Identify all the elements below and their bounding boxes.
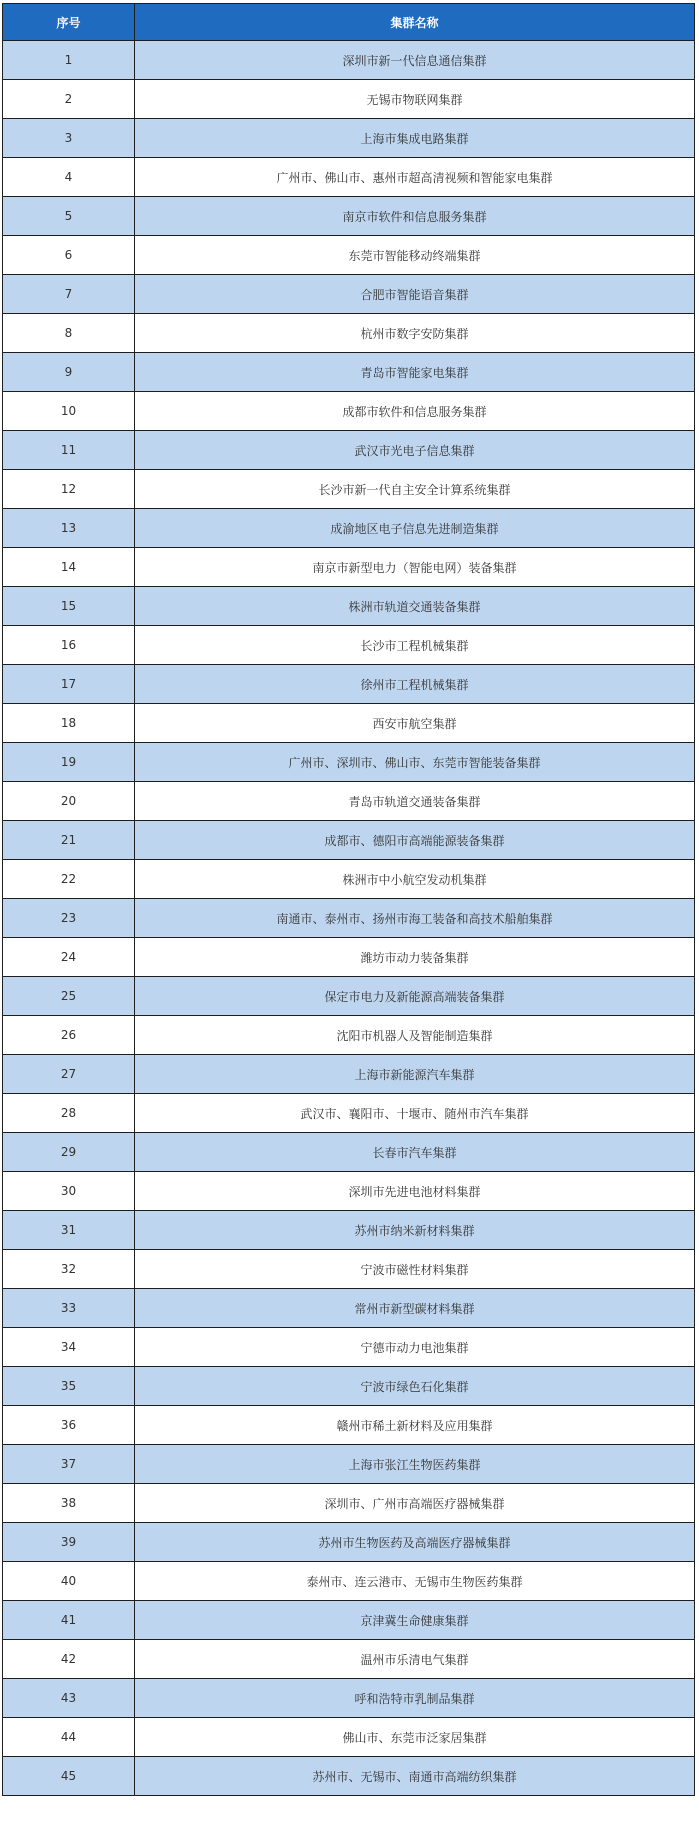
row-cluster-name: 成渝地区电子信息先进制造集群 xyxy=(135,509,695,548)
table-row xyxy=(3,1640,695,1679)
row-cluster-name: 赣州市稀土新材料及应用集群 xyxy=(135,1406,695,1445)
table-row xyxy=(3,1523,695,1562)
row-index: 39 xyxy=(3,1523,135,1562)
row-index: 4 xyxy=(3,158,135,197)
row-index: 19 xyxy=(3,743,135,782)
row-cluster-name: 潍坊市动力装备集群 xyxy=(135,938,695,977)
row-cluster-name: 武汉市、襄阳市、十堰市、随州市汽车集群 xyxy=(135,1094,695,1133)
row-index: 27 xyxy=(3,1055,135,1094)
row-index: 9 xyxy=(3,353,135,392)
table-row xyxy=(3,353,695,392)
table-row xyxy=(3,782,695,821)
row-cluster-name: 武汉市光电子信息集群 xyxy=(135,431,695,470)
table-row xyxy=(3,392,695,431)
table-row xyxy=(3,1601,695,1640)
row-cluster-name: 徐州市工程机械集群 xyxy=(135,665,695,704)
row-cluster-name: 长沙市工程机械集群 xyxy=(135,626,695,665)
row-cluster-name: 保定市电力及新能源高端装备集群 xyxy=(135,977,695,1016)
table-row xyxy=(3,275,695,314)
row-index: 30 xyxy=(3,1172,135,1211)
row-index: 20 xyxy=(3,782,135,821)
row-index: 44 xyxy=(3,1718,135,1757)
row-index: 43 xyxy=(3,1679,135,1718)
table-row xyxy=(3,665,695,704)
row-index: 22 xyxy=(3,860,135,899)
table-row xyxy=(3,470,695,509)
row-cluster-name: 深圳市新一代信息通信集群 xyxy=(135,41,695,80)
header-cluster-name: 集群名称 xyxy=(135,4,695,41)
table-row xyxy=(3,314,695,353)
table-row xyxy=(3,938,695,977)
table-row xyxy=(3,1718,695,1757)
row-index: 5 xyxy=(3,197,135,236)
table-row xyxy=(3,1055,695,1094)
row-index: 11 xyxy=(3,431,135,470)
row-cluster-name: 宁波市磁性材料集群 xyxy=(135,1250,695,1289)
table-row xyxy=(3,197,695,236)
row-index: 29 xyxy=(3,1133,135,1172)
table-body xyxy=(3,41,695,1796)
table-row xyxy=(3,626,695,665)
table-row xyxy=(3,587,695,626)
cluster-table xyxy=(2,3,695,1796)
row-index: 34 xyxy=(3,1328,135,1367)
header-row xyxy=(3,4,695,41)
row-cluster-name: 上海市新能源汽车集群 xyxy=(135,1055,695,1094)
table-row xyxy=(3,1094,695,1133)
cluster-table-container xyxy=(2,3,694,1796)
table-row xyxy=(3,899,695,938)
row-cluster-name: 温州市乐清电气集群 xyxy=(135,1640,695,1679)
row-index: 28 xyxy=(3,1094,135,1133)
table-row xyxy=(3,41,695,80)
row-index: 13 xyxy=(3,509,135,548)
table-header xyxy=(3,4,695,41)
row-index: 12 xyxy=(3,470,135,509)
row-index: 31 xyxy=(3,1211,135,1250)
row-index: 24 xyxy=(3,938,135,977)
table-row xyxy=(3,1250,695,1289)
row-cluster-name: 南京市软件和信息服务集群 xyxy=(135,197,695,236)
row-index: 6 xyxy=(3,236,135,275)
row-index: 21 xyxy=(3,821,135,860)
table-row xyxy=(3,1679,695,1718)
row-index: 40 xyxy=(3,1562,135,1601)
row-cluster-name: 京津冀生命健康集群 xyxy=(135,1601,695,1640)
table-row xyxy=(3,704,695,743)
table-row xyxy=(3,509,695,548)
row-index: 23 xyxy=(3,899,135,938)
row-cluster-name: 佛山市、东莞市泛家居集群 xyxy=(135,1718,695,1757)
row-index: 14 xyxy=(3,548,135,587)
table-row xyxy=(3,1133,695,1172)
row-index: 37 xyxy=(3,1445,135,1484)
row-cluster-name: 苏州市纳米新材料集群 xyxy=(135,1211,695,1250)
row-cluster-name: 西安市航空集群 xyxy=(135,704,695,743)
table-row xyxy=(3,1445,695,1484)
table-row xyxy=(3,1406,695,1445)
row-cluster-name: 长沙市新一代自主安全计算系统集群 xyxy=(135,470,695,509)
table-row xyxy=(3,1562,695,1601)
row-index: 32 xyxy=(3,1250,135,1289)
table-row xyxy=(3,548,695,587)
row-cluster-name: 合肥市智能语音集群 xyxy=(135,275,695,314)
row-cluster-name: 青岛市轨道交通装备集群 xyxy=(135,782,695,821)
row-cluster-name: 深圳市先进电池材料集群 xyxy=(135,1172,695,1211)
row-cluster-name: 泰州市、连云港市、无锡市生物医药集群 xyxy=(135,1562,695,1601)
row-index: 2 xyxy=(3,80,135,119)
row-index: 10 xyxy=(3,392,135,431)
row-index: 18 xyxy=(3,704,135,743)
table-row xyxy=(3,80,695,119)
table-row xyxy=(3,821,695,860)
row-index: 26 xyxy=(3,1016,135,1055)
table-row xyxy=(3,431,695,470)
row-cluster-name: 成都市软件和信息服务集群 xyxy=(135,392,695,431)
row-index: 1 xyxy=(3,41,135,80)
table-row xyxy=(3,977,695,1016)
row-index: 8 xyxy=(3,314,135,353)
header-index: 序号 xyxy=(3,4,135,41)
row-index: 7 xyxy=(3,275,135,314)
row-index: 38 xyxy=(3,1484,135,1523)
row-cluster-name: 沈阳市机器人及智能制造集群 xyxy=(135,1016,695,1055)
row-cluster-name: 株洲市中小航空发动机集群 xyxy=(135,860,695,899)
row-cluster-name: 深圳市、广州市高端医疗器械集群 xyxy=(135,1484,695,1523)
row-cluster-name: 株洲市轨道交通装备集群 xyxy=(135,587,695,626)
row-index: 36 xyxy=(3,1406,135,1445)
table-row xyxy=(3,860,695,899)
row-cluster-name: 上海市集成电路集群 xyxy=(135,119,695,158)
row-cluster-name: 东莞市智能移动终端集群 xyxy=(135,236,695,275)
row-cluster-name: 杭州市数字安防集群 xyxy=(135,314,695,353)
row-cluster-name: 南京市新型电力（智能电网）装备集群 xyxy=(135,548,695,587)
row-index: 42 xyxy=(3,1640,135,1679)
table-row xyxy=(3,158,695,197)
row-cluster-name: 青岛市智能家电集群 xyxy=(135,353,695,392)
table-row xyxy=(3,1172,695,1211)
table-row xyxy=(3,1328,695,1367)
row-cluster-name: 长春市汽车集群 xyxy=(135,1133,695,1172)
row-cluster-name: 苏州市、无锡市、南通市高端纺织集群 xyxy=(135,1757,695,1796)
row-cluster-name: 常州市新型碳材料集群 xyxy=(135,1289,695,1328)
table-row xyxy=(3,1757,695,1796)
row-index: 41 xyxy=(3,1601,135,1640)
row-cluster-name: 成都市、德阳市高端能源装备集群 xyxy=(135,821,695,860)
row-index: 25 xyxy=(3,977,135,1016)
row-cluster-name: 苏州市生物医药及高端医疗器械集群 xyxy=(135,1523,695,1562)
row-cluster-name: 宁德市动力电池集群 xyxy=(135,1328,695,1367)
row-cluster-name: 无锡市物联网集群 xyxy=(135,80,695,119)
row-index: 33 xyxy=(3,1289,135,1328)
table-row xyxy=(3,236,695,275)
row-index: 3 xyxy=(3,119,135,158)
row-index: 35 xyxy=(3,1367,135,1406)
table-row xyxy=(3,1211,695,1250)
table-row xyxy=(3,1484,695,1523)
table-row xyxy=(3,1016,695,1055)
row-cluster-name: 广州市、深圳市、佛山市、东莞市智能装备集群 xyxy=(135,743,695,782)
row-index: 17 xyxy=(3,665,135,704)
table-row xyxy=(3,119,695,158)
row-index: 45 xyxy=(3,1757,135,1796)
row-cluster-name: 广州市、佛山市、惠州市超高清视频和智能家电集群 xyxy=(135,158,695,197)
table-row xyxy=(3,1367,695,1406)
table-row xyxy=(3,743,695,782)
row-cluster-name: 呼和浩特市乳制品集群 xyxy=(135,1679,695,1718)
table-row xyxy=(3,1289,695,1328)
row-index: 16 xyxy=(3,626,135,665)
row-index: 15 xyxy=(3,587,135,626)
row-cluster-name: 宁波市绿色石化集群 xyxy=(135,1367,695,1406)
row-cluster-name: 上海市张江生物医药集群 xyxy=(135,1445,695,1484)
row-cluster-name: 南通市、泰州市、扬州市海工装备和高技术船舶集群 xyxy=(135,899,695,938)
